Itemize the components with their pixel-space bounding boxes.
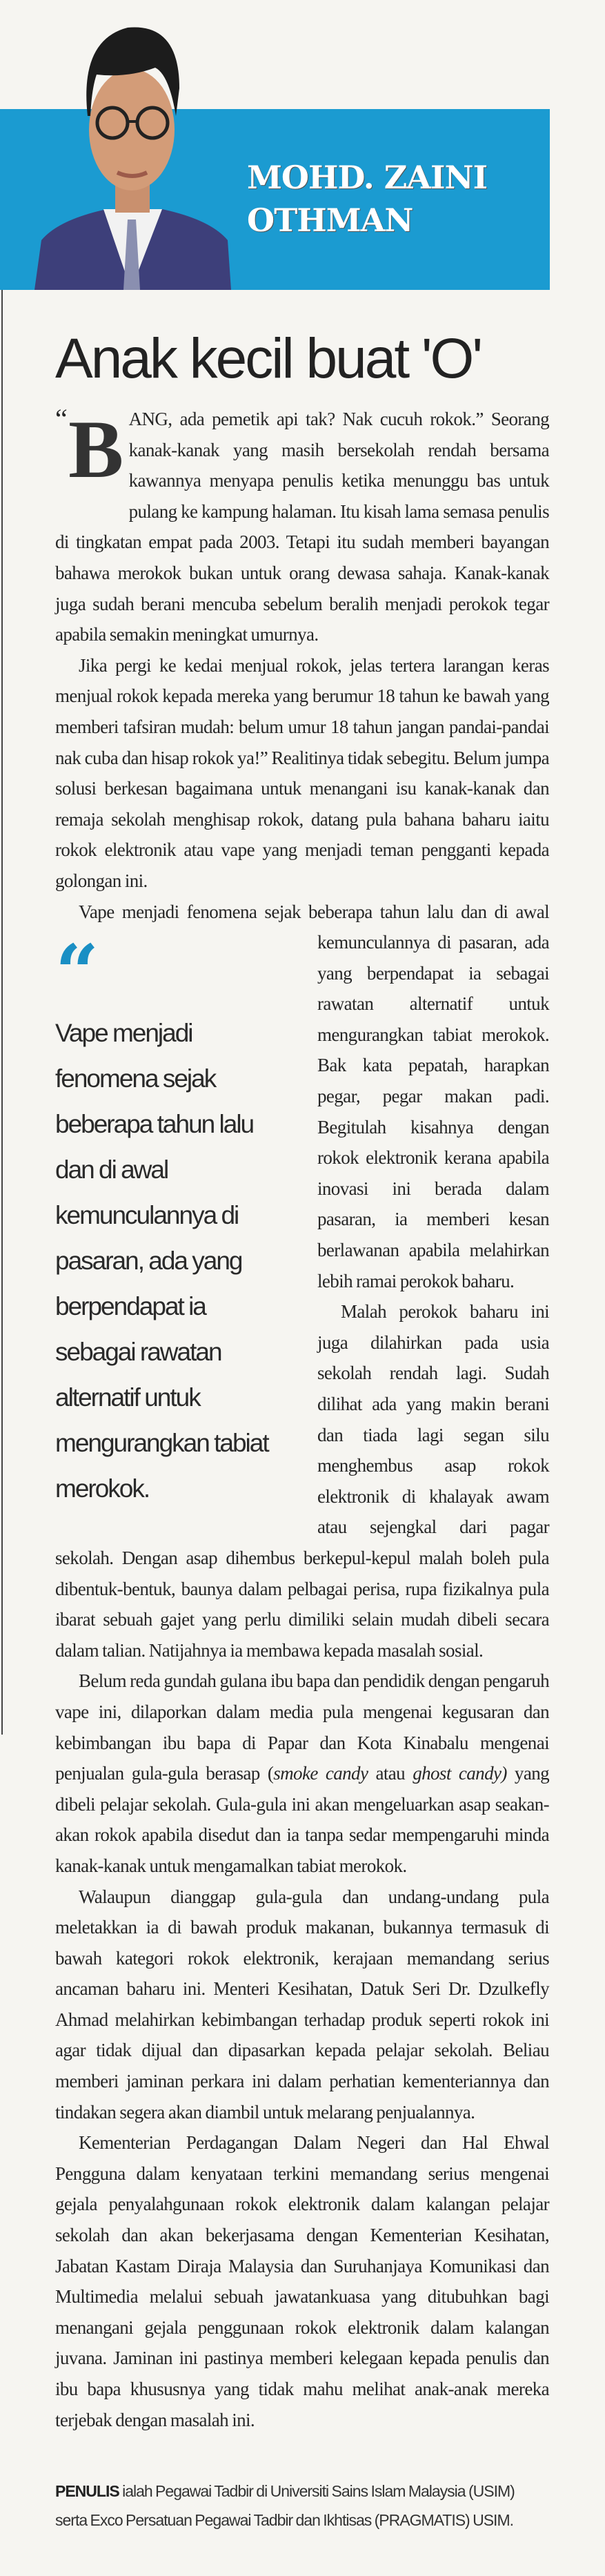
pull-quote: [55, 928, 290, 1512]
paragraph-4: Malah perokok baharu ini juga dilahirkan pada usia sekolah rendah lagi. Sudah dilihat ada yang makin berani dan tiada lagi segan silu menghembus asap rokok elektronik di khalayak awam atau sejengkal dari pagar sekolah. Dengan asap dihembus berkepul-kepul malah boleh pula dibentuk-bentuk, baunya dalam pelbagai perisa, rupa fizikalnya pula ibarat sebuah gajet yang perlu dimiliki selain mudah dibeli secara dalam talian. Natijahnya ia membawa kepada masalah sosial.: [55, 1301, 549, 1661]
author-bio-label: PENULIS: [55, 2482, 119, 2501]
paragraph-7: Kementerian Perdagangan Dalam Negeri dan Hal Ehwal Pengguna dalam kenyataan terkini memandang serius mengenai gejala penyalahgunaan rokok elektronik dalam kalangan pelajar sekolah dan akan bekerjasama dengan Kementerian Kesihatan, Jabatan Kastam Diraja Malaysia dan Suruhanjaya Komunikasi dan Multimedia melalui sebuah jawatankuasa yang ditubuhkan bagi menangani gejala penggunaan rokok elektronik dalam kalangan juvana. Jaminan ini pastinya memberi kelegaan kepada penulis dan ibu bapa khususnya yang tidak mahu melihat anak-anak mereka terjebak dengan masalah ini.: [55, 2132, 549, 2430]
author-bio: [55, 2477, 549, 2535]
open-quote: “: [55, 403, 68, 434]
paragraph-5-text-a: Belum reda gundah gulana ibu bapa dan pendidik dengan pengaruh vape ini, dilaporkan dalam media pula mengenai kegusaran dan kebimbangan ibu bapa di Papar dan Kota Kinabalu mengenai penjualan gula-gula berasap (: [55, 1670, 549, 1784]
ghost-candy-term: ghost candy): [413, 1763, 507, 1784]
paragraph-5-text-b: atau: [368, 1763, 413, 1784]
column-rule: [1, 290, 3, 1735]
paragraph-1-text: ANG, ada pemetik api tak? Nak cucuh rokok.” Seorang kanak-kanak yang masih bersekolah rendah bersama kawannya menyapa penulis ketika menunggu bas untuk pulang ke kampung halaman. Itu kisah lama semasa penulis di tingkatan empat pada 2003. Tetapi itu sudah memberi bayangan bahawa merokok bukan untuk orang dewasa sahaja. Kanak-kanak juga sudah berani mencuba sebelum beralih menjadi perokok tegar apabila semakin meningkat umurnya.: [55, 409, 549, 645]
paragraph-6: Walaupun dianggap gula-gula dan undang-undang pula meletakkan ia di bawah produk makanan, bukannya termasuk di bawah kategori rokok elektronik, kerajaan memandang serius ancaman baharu ini. Menteri Kesihatan, Datuk Seri Dr. Dzulkefly Ahmad melahirkan kebimbangan terhadap produk seperti rokok ini agar tidak dijual dan dipasarkan kepada pelajar sekolah. Beliau memberi jaminan perkara ini dalam perhatian kementeriannya dan tindakan segera akan diambil untuk melarang penjualannya.: [55, 1886, 549, 2123]
author-bio-text: ialah Pegawai Tadbir di Universiti Sains Islam Malaysia (USIM) serta Exco Persatuan Pegawai Tadbir dan Ikhtisas (PRAGMATIS) USIM.: [55, 2482, 515, 2530]
paragraph-2: Jika pergi ke kedai menjual rokok, jelas tertera larangan keras menjual rokok kepada mereka yang berumur 18 tahun ke bawah yang memberi tafsiran mudah: belum umur 18 tahun jangan pandai-pandai nak cuba dan hisap rokok ya!” Realitinya tidak sebegitu. Belum jumpa solusi berkesan bagaimana untuk menangani isu kanak-kanak dan remaja sekolah menghisap rokok, datang pula bahana baharu iaitu rokok elektronik atau vape yang menjadi teman pengganti kepada golongan ini.: [55, 654, 549, 891]
article-title: Anak kecil buat 'O': [55, 327, 481, 390]
drop-cap: B: [68, 403, 123, 495]
paragraph-5-text-c: yang dibeli pelajar sekolah. Gula-gula ini akan mengeluarkan asap seakan-akan rokok apabila disedut dan ia tanpa sedar mempengaruhi minda kanak-kanak untuk mengamalkan tabiat merokok.: [55, 1763, 550, 1876]
article-body: [55, 404, 549, 2576]
author-name-line2: OTHMAN: [247, 202, 413, 239]
author-photo: [31, 12, 231, 290]
smoke-candy-term: smoke candy: [273, 1763, 368, 1784]
quote-mark-icon: “: [55, 934, 91, 1011]
pull-quote-text: Vape menjadi fenomena sejak beberapa tahun lalu dan di awal kemunculannya di pasaran, ada yang berpendapat ia sebagai rawatan alternatif untuk mengurangkan tabiat merokok.: [55, 1018, 268, 1503]
author-name: [247, 156, 487, 242]
paragraph-5: [55, 1666, 549, 1881]
author-name-line1: MOHD. ZAINI: [247, 159, 488, 196]
paragraph-3-text: Vape menjadi fenomena sejak beberapa tahun lalu dan di awal kemunculannya di pasaran, ada yang berpendapat ia sebagai rawatan alternatif untuk mengurangkan tabiat merokok. Bak kata pepatah, harapkan pegar, pegar makan padi. Begitulah kisahnya dengan rokok elektronik kerana apabila inovasi ini berada dalam pasaran, ia memberi kesan berlawanan apabila melahirkan lebih ramai perokok baharu.: [79, 901, 549, 1291]
paragraph-1: [55, 404, 549, 650]
